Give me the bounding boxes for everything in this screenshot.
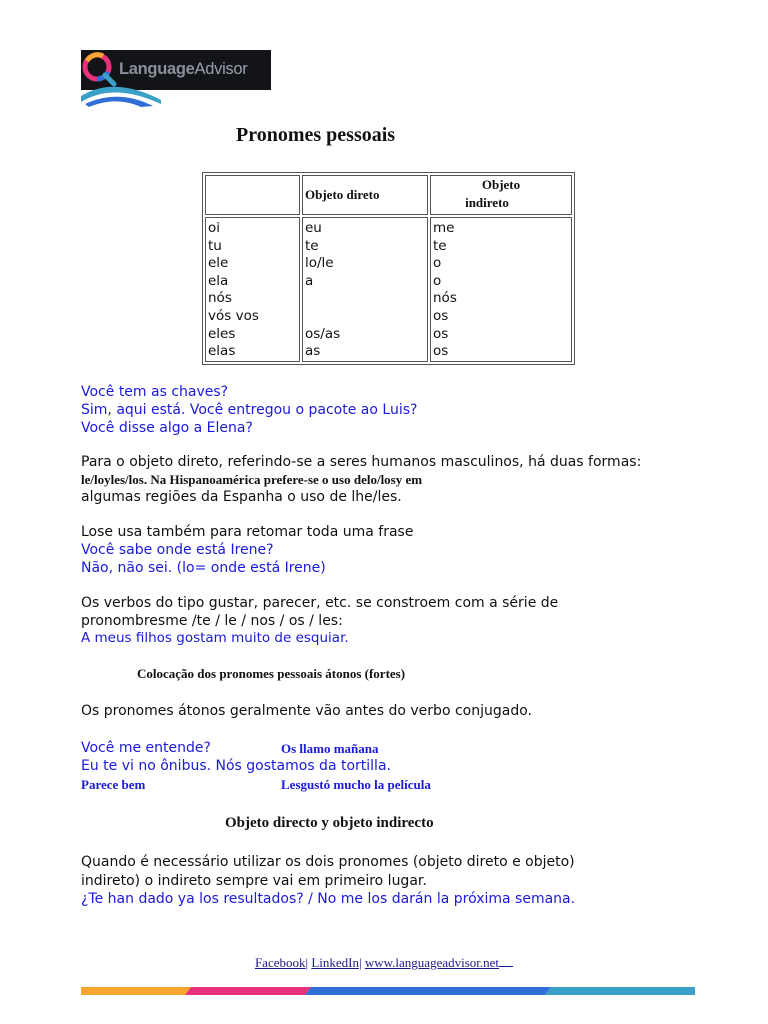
website-link[interactable]: www.languageadvisor.net xyxy=(364,955,500,970)
table-header-row xyxy=(205,175,572,215)
example-line: Sim, aqui está. Você entregou o pacote ao Luis? xyxy=(81,402,418,418)
facebook-link[interactable]: Facebook xyxy=(254,955,306,970)
example-line: Você disse algo a Elena? xyxy=(81,420,253,436)
paragraph-line: indireto) o indireto sempre vai em primeiro lugar. xyxy=(81,873,427,889)
paragraph-line: pronombresme /te / le / nos / os / les: xyxy=(81,613,343,629)
paragraph-line: Lose usa também para retomar toda uma frase xyxy=(81,524,414,540)
color-band-decoration xyxy=(81,980,695,988)
example-line: Não, não sei. (lo= onde está Irene) xyxy=(81,560,326,576)
example-line: Parece bem xyxy=(81,777,146,792)
footer-separator: | xyxy=(359,955,362,970)
section-heading: Colocação dos pronomes pessoais átonos (fortes) xyxy=(137,666,406,681)
example-line: Os llamo mañana xyxy=(281,741,379,756)
example-line: Você tem as chaves? xyxy=(81,384,229,400)
linkedin-link[interactable]: LinkedIn xyxy=(311,955,359,970)
example-line: A meus filhos gostam muito de esquiar. xyxy=(81,630,349,646)
table-cell-col3: me te o o nós os os os xyxy=(430,217,572,362)
example-line: ¿Te han dado ya los resultados? / No me los darán la próxima semana. xyxy=(81,891,576,907)
paragraph-line: Os pronomes átonos geralmente vão antes do verbo conjugado. xyxy=(81,703,532,719)
table-cell-col1: oi tu ele ela nós vós vos eles elas xyxy=(205,217,300,362)
paragraph-line: algumas regiões da Espanha o uso de lhe/les. xyxy=(81,489,402,505)
underline-tail xyxy=(499,956,513,967)
example-line: Eu te vi no ônibus. Nós gostamos da tortilla. xyxy=(81,758,391,774)
example-line: Você sabe onde está Irene? xyxy=(81,542,274,558)
example-line: Lesgustó mucho la película xyxy=(281,777,431,792)
table-header-cell: Objeto direto xyxy=(302,175,428,215)
footer-separator: | xyxy=(305,955,309,970)
paragraph-line: Os verbos do tipo gustar, parecer, etc. se constroem com a série de xyxy=(81,595,559,611)
section-heading: Objeto directo y objeto indirecto xyxy=(225,815,434,831)
pronoun-table xyxy=(202,172,575,365)
paragraph-line: Quando é necessário utilizar os dois pronomes (objeto direto e objeto) xyxy=(81,854,575,870)
brand-wordmark: LanguageAdvisor xyxy=(119,60,248,78)
wave-decoration xyxy=(81,82,161,108)
paragraph-line: Para o objeto direto, referindo-se a seres humanos masculinos, há duas formas: xyxy=(81,454,642,470)
table-header-cell: Objeto indireto xyxy=(430,175,572,215)
paragraph-line: le/loyles/los. Na Hispanoamérica prefere-se o uso delo/losy em xyxy=(81,472,423,487)
table-row xyxy=(205,217,572,362)
footer-links xyxy=(0,955,768,971)
table-cell-col2: eu te lo/le a os/as as xyxy=(302,217,428,362)
table-header-cell xyxy=(205,175,300,215)
page-title: Pronomes pessoais xyxy=(236,124,396,146)
band-stripes xyxy=(81,987,695,995)
example-line: Você me entende? xyxy=(81,740,211,756)
